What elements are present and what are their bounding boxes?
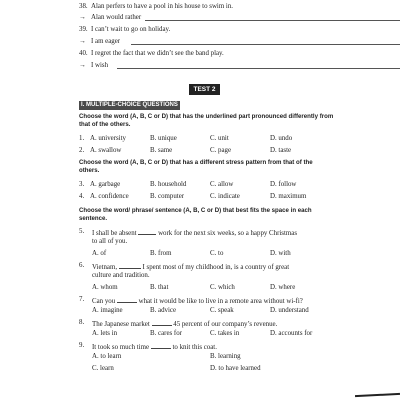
instruction-stress: Choose the word (A, B, C or D) that has a different stress pattern from that of the others. bbox=[79, 159, 313, 175]
answer-blank[interactable] bbox=[138, 228, 156, 235]
option-c[interactable]: C. speak bbox=[210, 307, 234, 314]
arrow-icon: → bbox=[79, 14, 86, 21]
question-text: Alan perfers to have a pool in his house to swim in. bbox=[91, 3, 233, 10]
question-39 bbox=[79, 26, 171, 34]
section-header: I. MULTIPLE-CHOICE QUESTIONS bbox=[81, 102, 178, 108]
question-text: I regret the fact that we didn’t see the band play. bbox=[91, 50, 224, 57]
answer-rule[interactable] bbox=[117, 62, 400, 69]
question-text bbox=[92, 262, 289, 272]
question-text: I can’t wait to go on holiday. bbox=[91, 26, 171, 33]
option-d[interactable]: D. accounts for bbox=[270, 330, 313, 337]
option-b[interactable]: B. household bbox=[150, 181, 187, 188]
instruction-fill-blank: Choose the word/ phrase/ sentence (A, B, C or D) that best fits the space in each sentence. bbox=[79, 207, 312, 223]
option-a[interactable]: A. of bbox=[92, 250, 107, 257]
question-text-pre: Vietnam, bbox=[92, 264, 118, 271]
question-text-post: 45 percent of our company’s revenue. bbox=[173, 321, 278, 328]
option-c[interactable]: C. page bbox=[210, 147, 232, 154]
question-text-pre: It took so much time bbox=[92, 344, 150, 351]
question-number: 8. bbox=[79, 319, 85, 326]
question-number: 2. bbox=[79, 147, 85, 154]
question-text-post: work for the next six weeks, so a happy Christmas bbox=[158, 230, 297, 237]
option-b[interactable]: B. computer bbox=[150, 193, 185, 200]
question-38 bbox=[79, 3, 233, 11]
option-a[interactable]: A. whom bbox=[92, 284, 118, 291]
arrow-icon: → bbox=[79, 62, 86, 69]
test-title-badge: TEST 2 bbox=[189, 84, 220, 95]
question-number: 38. bbox=[79, 3, 88, 10]
answer-rule[interactable] bbox=[131, 38, 400, 45]
answer-rule[interactable] bbox=[145, 14, 400, 21]
page-corner-mark bbox=[355, 393, 400, 397]
option-a[interactable]: A. to learn bbox=[92, 353, 122, 360]
option-d[interactable]: D. where bbox=[270, 284, 296, 291]
option-d[interactable]: D. to have learned bbox=[210, 365, 261, 372]
option-c[interactable]: C. learn bbox=[92, 365, 114, 372]
question-text-post: to knit this coat. bbox=[172, 344, 217, 351]
option-a[interactable]: A. swallow bbox=[90, 147, 122, 154]
answer-blank[interactable] bbox=[119, 262, 141, 269]
question-number: 9. bbox=[79, 342, 85, 349]
answer-line-39 bbox=[79, 38, 121, 46]
answer-lead: Alan would rather bbox=[91, 14, 142, 21]
answer-blank[interactable] bbox=[117, 296, 137, 303]
option-b[interactable]: B. learning bbox=[210, 353, 241, 360]
option-a[interactable]: A. lets in bbox=[92, 330, 118, 337]
question-text bbox=[92, 296, 303, 306]
question-number: 1. bbox=[79, 135, 85, 142]
question-text bbox=[92, 228, 297, 238]
instruction-pronunciation: Choose the word (A, B, C or D) that has the underlined part pronounced differently from that of the others. bbox=[79, 113, 334, 129]
option-c[interactable]: C. allow bbox=[210, 181, 234, 188]
option-d[interactable]: D. follow bbox=[270, 181, 297, 188]
question-text-pre: Can you bbox=[92, 298, 116, 305]
answer-lead: I wish bbox=[91, 62, 109, 69]
question-text bbox=[92, 342, 217, 352]
option-b[interactable]: B. cares for bbox=[150, 330, 182, 337]
option-c[interactable]: C. indicate bbox=[210, 193, 240, 200]
option-d[interactable]: D. with bbox=[270, 250, 291, 257]
option-b[interactable]: B. advice bbox=[150, 307, 177, 314]
option-c[interactable]: C. takes in bbox=[210, 330, 240, 337]
question-text bbox=[92, 319, 277, 329]
option-c[interactable]: C. unit bbox=[210, 135, 229, 142]
option-a[interactable]: A. imagine bbox=[92, 307, 123, 314]
question-number: 5. bbox=[79, 228, 85, 235]
question-text-line2: to all of you. bbox=[92, 238, 128, 245]
question-number: 39. bbox=[79, 26, 88, 33]
question-text-pre: I shall be absent bbox=[92, 230, 137, 237]
answer-blank[interactable] bbox=[152, 319, 172, 326]
option-d[interactable]: D. undo bbox=[270, 135, 293, 142]
option-c[interactable]: C. to bbox=[210, 250, 224, 257]
answer-blank[interactable] bbox=[151, 342, 171, 349]
question-number: 4. bbox=[79, 193, 85, 200]
option-c[interactable]: C. which bbox=[210, 284, 235, 291]
option-b[interactable]: B. that bbox=[150, 284, 169, 291]
option-b[interactable]: B. from bbox=[150, 250, 172, 257]
arrow-icon: → bbox=[79, 38, 86, 45]
option-a[interactable]: A. confidence bbox=[90, 193, 129, 200]
question-text-post: I spent most of my childhood in, is a country of great bbox=[142, 264, 290, 271]
option-b[interactable]: B. unique bbox=[150, 135, 177, 142]
answer-line-40 bbox=[79, 62, 109, 70]
question-number: 3. bbox=[79, 181, 85, 188]
question-number: 7. bbox=[79, 296, 85, 303]
question-40 bbox=[79, 50, 224, 58]
option-d[interactable]: D. maximum bbox=[270, 193, 307, 200]
answer-line-38 bbox=[79, 14, 142, 22]
option-a[interactable]: A. garbage bbox=[90, 181, 121, 188]
option-a[interactable]: A. university bbox=[90, 135, 126, 142]
question-number: 40. bbox=[79, 50, 88, 57]
question-text-line2: culture and tradition. bbox=[92, 272, 150, 279]
option-d[interactable]: D. understand bbox=[270, 307, 309, 314]
question-text-pre: The Japanese market bbox=[92, 321, 150, 328]
answer-lead: I am eager bbox=[91, 38, 121, 45]
option-b[interactable]: B. same bbox=[150, 147, 173, 154]
question-text-post: what it would be like to live in a remote area without wi-fi? bbox=[138, 298, 303, 305]
option-d[interactable]: D. taste bbox=[270, 147, 292, 154]
question-number: 6. bbox=[79, 262, 85, 269]
